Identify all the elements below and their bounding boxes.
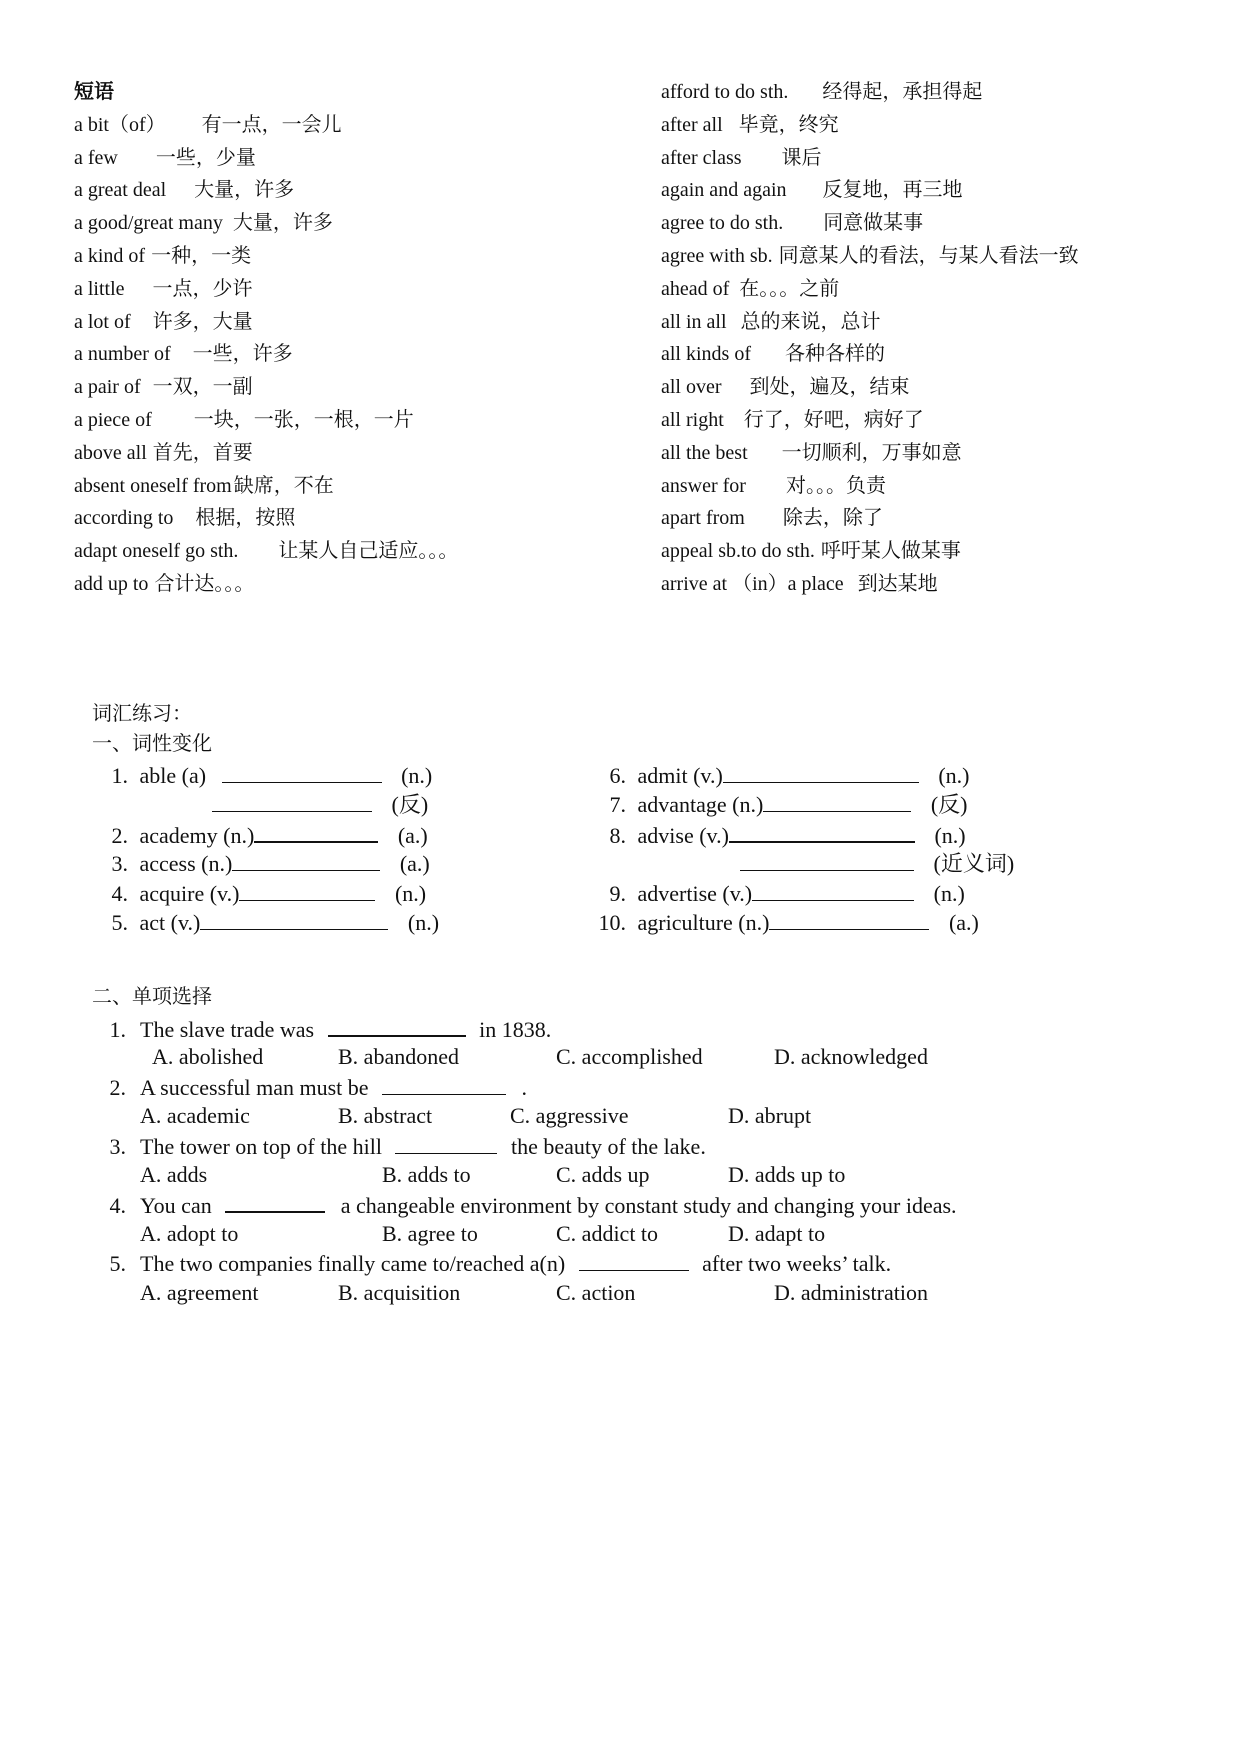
option[interactable]: D. acknowledged xyxy=(774,1044,928,1070)
phrase-cn: 让某人自己适应。。。 xyxy=(278,540,459,563)
answer-blank[interactable] xyxy=(239,878,375,901)
item-number: 6. xyxy=(609,763,626,788)
answer-blank[interactable] xyxy=(212,789,372,812)
item-word: acquire (v.) xyxy=(139,880,240,906)
phrase-en: all right xyxy=(661,408,724,431)
word-form-item xyxy=(590,907,1014,936)
item-word: advertise (v.) xyxy=(637,880,753,906)
question-stem: The tower on top of the hill xyxy=(140,1133,382,1159)
option[interactable]: C. accomplished xyxy=(556,1044,703,1070)
phrase-cn: 缺席，不在 xyxy=(233,474,334,497)
item-pos: (n.) xyxy=(394,880,427,906)
answer-blank[interactable] xyxy=(740,848,914,871)
item-word: able (a) xyxy=(139,763,207,788)
word-form-item xyxy=(92,760,439,789)
phrase-item xyxy=(661,240,1221,273)
phrase-item xyxy=(661,207,1221,240)
option-row xyxy=(92,1101,1192,1130)
question-stem: The two companies finally came to/reached a(n) xyxy=(140,1251,566,1277)
question-number: 3. xyxy=(109,1133,126,1159)
phrase-item xyxy=(74,273,634,306)
question-stem: You can xyxy=(140,1193,212,1219)
item-word: advantage (n.) xyxy=(637,792,764,818)
question-number: 4. xyxy=(109,1193,126,1219)
option[interactable]: A. abolished xyxy=(152,1044,264,1070)
answer-blank[interactable] xyxy=(200,907,388,930)
option[interactable]: D. administration xyxy=(774,1279,928,1305)
phrase-en: appeal sb.to do sth. xyxy=(661,540,815,563)
item-number: 1. xyxy=(111,763,128,788)
phrase-item xyxy=(74,371,634,404)
section2-title: 二、单项选择 xyxy=(92,986,212,1008)
multiple-choice-list xyxy=(92,1013,1192,1307)
word-form-item xyxy=(590,789,1014,818)
item-word: academy (n.) xyxy=(139,822,255,848)
item-number: 5. xyxy=(111,909,128,935)
phrase-item xyxy=(661,76,1221,109)
item-word: agriculture (n.) xyxy=(637,909,770,935)
option-row xyxy=(92,1042,1192,1071)
phrase-cn: 一种，一类 xyxy=(151,244,252,267)
phrases-heading: 短语 xyxy=(74,81,114,103)
option[interactable]: C. adds up xyxy=(556,1161,650,1187)
option[interactable]: D. abrupt xyxy=(728,1103,812,1129)
answer-blank[interactable] xyxy=(225,1189,325,1213)
phrase-item xyxy=(74,437,634,470)
option-row xyxy=(92,1278,1192,1307)
phrase-item xyxy=(661,535,1221,568)
option-row xyxy=(92,1160,1192,1189)
option[interactable]: B. abandoned xyxy=(338,1044,459,1070)
option-row xyxy=(92,1219,1192,1248)
option[interactable]: C. addict to xyxy=(556,1220,659,1246)
answer-blank[interactable] xyxy=(222,760,382,783)
option[interactable]: A. adopt to xyxy=(140,1220,239,1246)
phrase-en: absent oneself from xyxy=(74,474,232,497)
answer-blank[interactable] xyxy=(382,1072,506,1095)
answer-blank[interactable] xyxy=(769,907,929,930)
phrase-item xyxy=(661,142,1221,175)
question xyxy=(92,1248,1192,1277)
question-number: 1. xyxy=(109,1017,126,1042)
answer-blank[interactable] xyxy=(328,1013,466,1037)
word-form-list-left xyxy=(92,760,439,936)
phrase-en: answer for xyxy=(661,474,746,497)
word-form-item xyxy=(92,848,439,877)
phrase-item xyxy=(661,470,1221,503)
phrase-item xyxy=(661,568,1221,601)
answer-blank[interactable] xyxy=(763,789,911,812)
item-number: 3. xyxy=(111,851,128,877)
question-stem-end: a changeable environment by constant study and changing your ideas. xyxy=(340,1193,957,1219)
phrase-cn: 同意某人的看法，与某人看法一致 xyxy=(778,244,1079,267)
phrase-en: adapt oneself go sth. xyxy=(74,540,239,563)
answer-blank[interactable] xyxy=(232,848,380,871)
item-pos: (近义词) xyxy=(933,851,1015,877)
phrase-cn: 一双，一副 xyxy=(152,376,253,399)
phrase-cn: 总的来说，总计 xyxy=(740,310,881,333)
item-word: act (v.) xyxy=(139,909,201,935)
phrase-item xyxy=(74,306,634,339)
option[interactable]: D. adds up to xyxy=(728,1161,846,1187)
phrase-en: all over xyxy=(661,376,722,399)
phrase-en: afford to do sth. xyxy=(661,81,789,103)
answer-blank[interactable] xyxy=(723,760,919,783)
item-pos: (反) xyxy=(391,792,429,818)
phrase-item xyxy=(661,404,1221,437)
phrase-item xyxy=(661,371,1221,404)
phrase-item xyxy=(661,109,1221,142)
option[interactable]: D. adapt to xyxy=(728,1220,826,1246)
item-pos: (a.) xyxy=(397,822,428,848)
phrase-list-right xyxy=(661,76,1221,601)
option[interactable]: A. agreement xyxy=(140,1279,259,1305)
phrase-cn: 一些，少量 xyxy=(155,146,256,169)
phrase-en: above all xyxy=(74,441,147,464)
option[interactable]: B. abstract xyxy=(338,1103,433,1129)
phrase-cn: 到处，遍及，结束 xyxy=(749,376,910,399)
phrase-cn: 一点，少许 xyxy=(152,277,253,300)
item-word: admit (v.) xyxy=(637,763,723,788)
phrase-en: a number of xyxy=(74,343,171,366)
phrase-en: all in all xyxy=(661,310,727,333)
phrase-en: after class xyxy=(661,146,742,169)
phrase-cn: 除去，除了 xyxy=(782,507,883,530)
phrase-en: a bit（of） xyxy=(74,113,166,136)
item-pos: (n.) xyxy=(401,763,433,788)
phrase-cn: 大量，许多 xyxy=(232,212,333,235)
phrase-cn: 对。。。负责 xyxy=(785,474,886,497)
phrase-en: a few xyxy=(74,146,118,169)
phrase-en: a great deal xyxy=(74,179,167,202)
item-number: 8. xyxy=(609,822,626,848)
phrase-item xyxy=(74,470,634,503)
vocab-title: 词汇练习： xyxy=(92,703,192,725)
phrase-cn: 许多，大量 xyxy=(152,310,253,333)
phrase-item xyxy=(661,437,1221,470)
phrase-en: after all xyxy=(661,113,723,136)
phrase-en: agree with sb. xyxy=(661,244,773,267)
phrase-cn: 呼吁某人做某事 xyxy=(820,540,961,563)
item-word: access (n.) xyxy=(139,851,233,877)
word-form-item xyxy=(92,878,439,907)
question-stem: A successful man must be xyxy=(140,1074,369,1100)
option[interactable]: A. adds xyxy=(140,1161,208,1187)
phrase-item xyxy=(74,207,634,240)
item-pos: (反) xyxy=(930,792,968,818)
item-pos: (n.) xyxy=(934,822,966,848)
phrase-item xyxy=(74,404,634,437)
phrase-en: ahead of xyxy=(661,277,730,300)
question-number: 2. xyxy=(109,1074,126,1100)
item-pos: (a.) xyxy=(399,851,430,877)
question-stem-end: . xyxy=(521,1074,528,1100)
word-form-item xyxy=(590,760,1014,789)
phrase-cn: 在。。。之前 xyxy=(739,277,840,300)
phrase-cn: 大量，许多 xyxy=(194,179,295,202)
item-pos: (n.) xyxy=(938,763,970,788)
phrase-cn: 各种各样的 xyxy=(785,343,885,366)
phrase-en: a pair of xyxy=(74,376,141,399)
phrase-item xyxy=(74,109,634,142)
item-number: 10. xyxy=(598,909,626,935)
item-pos: (n.) xyxy=(933,880,965,906)
phrase-en: according to xyxy=(74,507,174,530)
phrase-en: a good/great many xyxy=(74,212,223,235)
phrase-cn: 一切顺利，万事如意 xyxy=(781,441,962,464)
phrase-item xyxy=(661,502,1221,535)
item-pos: (a.) xyxy=(948,909,979,935)
question-stem-end: the beauty of the lake. xyxy=(510,1133,706,1159)
phrase-cn: 有一点，一会儿 xyxy=(201,113,342,136)
item-word: advise (v.) xyxy=(637,822,729,848)
phrase-cn: 行了，好吧，病好了 xyxy=(743,408,924,431)
phrase-cn: 课后 xyxy=(781,146,822,169)
word-form-item xyxy=(92,907,439,936)
answer-blank[interactable] xyxy=(729,819,915,843)
phrase-item xyxy=(74,535,634,568)
phrase-list-left xyxy=(74,76,634,601)
phrase-cn: 一块，一张，一根，一片 xyxy=(193,408,414,431)
phrase-en: agree to do sth. xyxy=(661,212,784,235)
phrase-item xyxy=(661,338,1221,371)
phrase-en: arrive at （in）a place xyxy=(661,572,844,595)
phrase-en: all kinds of xyxy=(661,343,751,366)
option[interactable]: B. acquisition xyxy=(338,1279,461,1305)
phrase-en: a lot of xyxy=(74,310,131,333)
word-form-item xyxy=(92,789,439,818)
item-number: 9. xyxy=(609,880,626,906)
phrase-item xyxy=(74,338,634,371)
phrase-item xyxy=(74,240,634,273)
phrase-item xyxy=(74,502,634,535)
phrase-item xyxy=(661,306,1221,339)
item-pos: (n.) xyxy=(407,909,440,935)
phrase-cn: 到达某地 xyxy=(857,572,938,595)
phrase-en: again and again xyxy=(661,179,787,202)
word-form-item xyxy=(590,878,1014,907)
phrase-item xyxy=(74,174,634,207)
phrase-cn: 根据，按照 xyxy=(195,507,296,530)
question-stem-end: in 1838. xyxy=(479,1017,552,1042)
word-form-item xyxy=(590,848,1014,877)
phrase-en: a kind of xyxy=(74,244,146,267)
phrase-en: a piece of xyxy=(74,408,152,431)
phrase-cn: 合计达。。。 xyxy=(154,572,255,595)
question xyxy=(92,1131,1192,1160)
word-form-list-right xyxy=(590,760,1014,936)
phrase-item xyxy=(661,273,1221,306)
option[interactable]: C. aggressive xyxy=(510,1103,629,1129)
question xyxy=(92,1072,1192,1101)
phrase-cn: 反复地，再三地 xyxy=(822,179,963,202)
phrase-cn: 同意做某事 xyxy=(823,212,924,235)
phrase-cn: 经得起，承担得起 xyxy=(822,81,983,103)
item-number: 2. xyxy=(111,822,128,848)
answer-blank[interactable] xyxy=(752,878,914,901)
answer-blank[interactable] xyxy=(254,819,378,843)
option[interactable]: B. adds to xyxy=(382,1161,471,1187)
option[interactable]: A. academic xyxy=(140,1103,250,1129)
answer-blank[interactable] xyxy=(579,1248,689,1271)
item-number: 7. xyxy=(609,792,626,818)
phrase-cn: 毕竟，终究 xyxy=(738,113,839,136)
item-number: 4. xyxy=(111,880,128,906)
phrase-item xyxy=(74,142,634,175)
option[interactable]: B. agree to xyxy=(382,1220,478,1246)
phrase-en: apart from xyxy=(661,507,745,530)
phrase-item xyxy=(661,174,1221,207)
phrase-en: add up to xyxy=(74,572,149,595)
word-form-item xyxy=(590,819,1014,848)
section1-title: 一、词性变化 xyxy=(92,733,212,755)
question xyxy=(92,1189,1192,1218)
question xyxy=(92,1013,1192,1042)
word-form-item xyxy=(92,819,439,848)
answer-blank[interactable] xyxy=(395,1131,497,1154)
phrase-item xyxy=(74,568,634,601)
question-stem: The slave trade was xyxy=(140,1017,315,1042)
phrase-en: a little xyxy=(74,277,125,300)
option[interactable]: C. action xyxy=(556,1279,636,1305)
question-number: 5. xyxy=(109,1251,126,1277)
question-stem-end: after two weeks’ talk. xyxy=(702,1251,892,1277)
phrase-cn: 一些，许多 xyxy=(192,343,293,366)
phrase-en: all the best xyxy=(661,441,748,464)
phrase-cn: 首先，首要 xyxy=(152,441,253,464)
